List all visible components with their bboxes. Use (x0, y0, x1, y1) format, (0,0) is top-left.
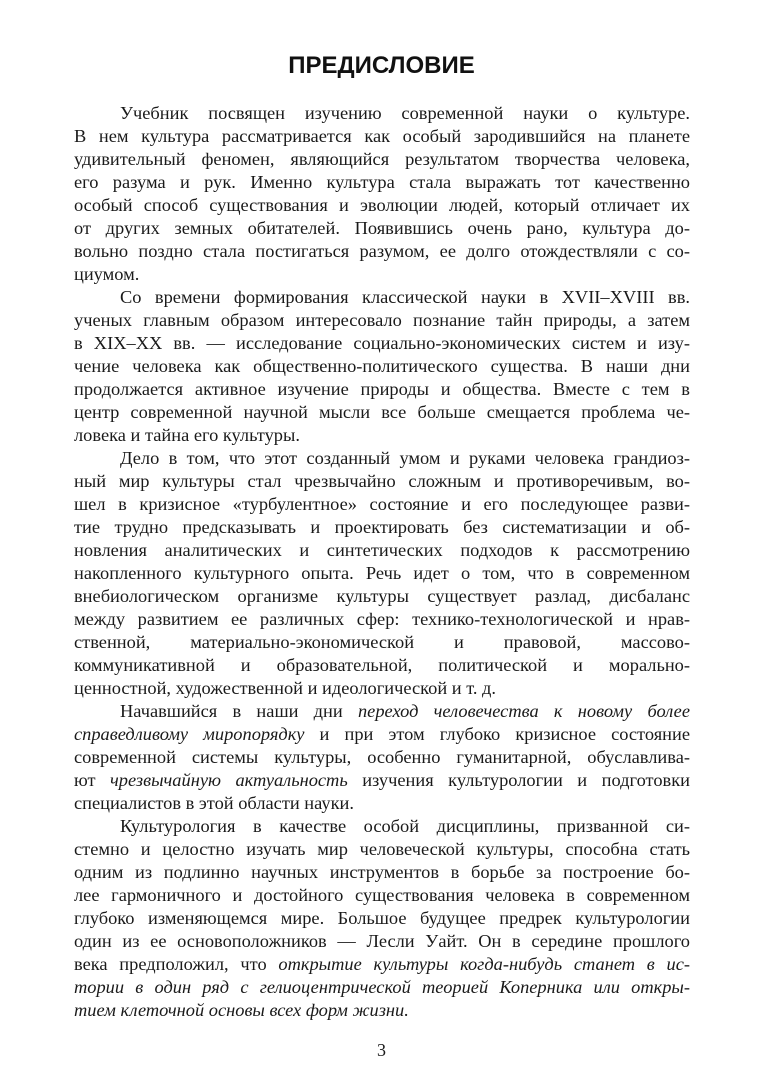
text-line: тие трудно предсказывать и проектировать без систематизации и об- (74, 517, 690, 537)
text-line: один из ее основоположников — Лесли Уайт. Он в середине прошлого (74, 931, 690, 951)
text-line: ют чрезвычайную актуальность изучения культурологии и подготовки (74, 770, 690, 790)
text-line: его разума и рук. Именно культура стала выражать тот качественно (74, 172, 690, 192)
text-line: ценностной, художественной и идеологической и т. д. (74, 678, 497, 698)
text-line: особый способ существования и эволюции людей, который отличает их (74, 195, 690, 215)
text-line: новления аналитических и синтетических подходов к рассмотрению (74, 540, 690, 560)
text-line: центр современной научной мысли все больше смещается проблема че- (74, 402, 690, 422)
text-line: стемно и целостно изучать мир человеческой культуры, способна стать (74, 839, 690, 859)
text-line: Учебник посвящен изучению современной науки о культуре. (120, 103, 690, 123)
text-line: Начавшийся в наши дни переход человечества к новому более (120, 701, 690, 721)
text-line: между развитием ее различных сфер: технико-технологической и нрав- (74, 609, 690, 629)
text-line: лее гармоничного и достойного существования человека в современном (74, 885, 690, 905)
text-line: глубоко изменяющемся мире. Большое будущее предрек культурологии (74, 908, 690, 928)
text-line: в XIX–XX вв. — исследование социально-экономических систем и изу- (74, 333, 690, 353)
text-line: коммуникативной и образовательной, политической и морально- (74, 655, 690, 675)
text-line: современной системы культуры, особенно гуманитарной, обуславлива- (74, 747, 690, 767)
text-line: продолжается активное изучение природы и общества. Вместе с тем в (74, 379, 690, 399)
text-line: накопленного культурного опыта. Речь идет о том, что в современном (74, 563, 690, 583)
text-line: ный мир культуры стал чрезвычайно сложным и противоречивым, во- (74, 471, 690, 491)
text-line: чение человека как общественно-политического существа. В наши дни (74, 356, 690, 376)
text-line: Дело в том, что этот созданный умом и руками человека грандиоз- (120, 448, 690, 468)
text-line: В нем культура рассматривается как особый зародившийся на планете (74, 126, 690, 146)
text-line: ученых главным образом интересовало познание тайн природы, а затем (74, 310, 690, 330)
text-line: внебиологическом организме культуры существует разлад, дисбаланс (74, 586, 690, 606)
text-line: шел в кризисное «турбулентное» состояние и его последующее разви- (74, 494, 690, 514)
text-line: тием клеточной основы всех форм жизни. (74, 1000, 409, 1020)
text-line: Культурология в качестве особой дисциплины, призванной си- (120, 816, 690, 836)
text-line: вольно поздно стала постигаться разумом, ее долго отождествляли с со- (74, 241, 690, 261)
page-title: ПРЕДИСЛОВИЕ (288, 52, 475, 79)
text-line: удивительный феномен, являющийся результатом творчества человека, (74, 149, 690, 169)
text-line: тории в один ряд с гелиоцентрической теорией Коперника или откры- (74, 977, 690, 997)
text-line: специалистов в этой области науки. (74, 793, 354, 813)
page-number: 3 (377, 1040, 386, 1060)
text-line: ловека и тайна его культуры. (74, 425, 300, 445)
text-line: одним из подлинно научных инструментов в борьбе за построение бо- (74, 862, 690, 882)
text-line: века предположил, что открытие культуры когда-нибудь станет в ис- (74, 954, 690, 974)
text-line: ственной, материально-экономической и правовой, массово- (74, 632, 690, 652)
text-line: циумом. (74, 264, 140, 284)
text-line: от других земных обитателей. Появившись очень рано, культура до- (74, 218, 690, 238)
text-line: справедливому миропорядку и при этом глубоко кризисное состояние (74, 724, 690, 744)
text-line: Со времени формирования классической науки в XVII–XVIII вв. (120, 287, 690, 307)
